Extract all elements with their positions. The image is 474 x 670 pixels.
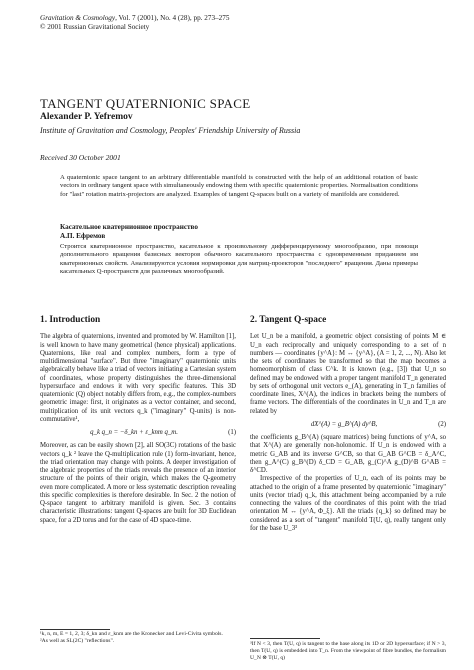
intro-paragraph-1: The algebra of quaternions, invented and promoted by W. Hamilton [1], is well known to have many geometrical (hence physical) applications. Quaternions, like real and complex numbers, form a type of multidimensional "surface". But three "imaginary" quaternionic units algebraically behave like a triad of vectors initiating a Cartesian system of coordinates, whose property distinguishes the three-dimensional hypersurface and endows it with very specific features. This 3D quaternionic (Q) object notably differs from, e.g., the complex-numbers geometric image: first, it originates as a vector container, and second, multiplication of its unit vectors q_k ("imaginary" Q-units) is non-commutative¹, (40, 333, 236, 423)
russian-title: Касательное кватернионное пространство (60, 223, 198, 231)
footnote-rule-right (250, 638, 320, 639)
journal-citation (40, 14, 229, 23)
abstract-english: A quaternionic space tangent to an arbitrary differentiable manifold is constructed with the help of an additional rotation of basic vectors in ordinary tangent space with simultaneously endowing them with specific quaternionic properties. Normalisation conditions for "last" rotation matrix-projectors are analyzed. Examples of tangent Q-spaces built on a variety of manifolds are considered. (60, 174, 418, 198)
right-column (250, 316, 446, 533)
abstract-russian: Строится кватернионное пространство, касательное к произвольному дифференцируемому многообразию, при помощи дополнительного вращения базисных векторов обычного касательного пространства с одновременным приданием им кватернионных свойств. Анализируются условия нормировки для матриц-проекторов "последнего" вращения. Даны примеры касательных Q-пространств для различных многообразий. (60, 243, 418, 275)
author-name: Alexander P. Yefremov (40, 112, 133, 122)
equation-2-number: (2) (438, 420, 446, 428)
footnote-rule-left (40, 629, 110, 630)
copyright-line: © 2001 Russian Gravitational Society (40, 23, 150, 31)
equation-1-body: q_k q_n = −δ_kn + ε_knm q_m. (90, 429, 178, 436)
footnote-3: ³If N < 3, then T(U, q) is tangent to the base along its 1D or 2D hypersurface; if N > 3, then T(U, q) is embedded into T_n. From the viewpoint of fibre bundles, the formalism U_N ⊗ T(U, q) (250, 641, 446, 661)
journal-header (40, 14, 229, 32)
tangent-paragraph-2: the coefficients g_B^(A) (square matrices) being functions of y^A, so that X^(A) are generally non-holonomic. If U_n is endowed with a metric G_AB and its inverse G^CB, so that G_AB G^CB = δ_A^C, then g_A^(C) g_B^(D) δ_CD = G_AB, g_(C)^A g_(D)^B G^AB = δ^CD. (250, 434, 446, 474)
paper-title: TANGENT QUATERNIONIC SPACE (40, 96, 251, 111)
russian-author: А.П. Ефремов (60, 231, 106, 240)
tangent-paragraph-1: Let U_n be a manifold, a geometric object consisting of points M ∈ U_n each reciprocally and uniquely corresponding to a set of n numbers — coordinates {y^A}: M ↔ {y^A}, (A = 1, 2, ..., N). Also let the sets of coordinates be transformed so that the map becomes a homeomorphism of class C^k. It is known (e.g., [3]) that U_n so defined may be endowed with a proper tangent manifold T_n generated by sets of orthogonal unit vectors e_(A), generating in T_n families of coordinate lines, X^(A), the indices in brackets being the numbers of frame vectors. The differentials of the coordinates in U_n and T_n are related by (250, 333, 446, 415)
footnote-2: ²As well as SL(2C) "reflections". (40, 638, 115, 644)
footnote-1: ¹k, n, m, E = 1, 2, 3; δ_kn and ε_knm are the Kronecker and Levi-Civita symbols. (40, 631, 223, 637)
equation-2-body: dX^(A) = g_B^(A) dy^B, (310, 420, 378, 428)
section-heading-tangent-q-space: 2. Tangent Q-space (250, 315, 327, 325)
author-affiliation: Institute of Gravitation and Cosmology, Peoples' Friendship University of Russia (40, 126, 301, 135)
equation-1-number: (1) (228, 429, 236, 436)
russian-title-block (60, 223, 198, 240)
citation-details: , Vol. 7 (2001), No. 4 (28), pp. 273–275 (115, 14, 230, 22)
received-date: Received 30 October 2001 (40, 153, 121, 162)
left-column (40, 316, 236, 525)
journal-name: Gravitation & Cosmology (40, 14, 116, 22)
footnotes-left (40, 631, 236, 645)
footnotes-right (250, 641, 446, 662)
equation-1 (40, 429, 236, 437)
tangent-paragraph-3: Irrespective of the properties of U_n, each of its points may be attached to the origin of a frame presented by quaternionic "imaginary" units (vector triad) q_k, this attachment being accompanied by a rule connecting the values of the coordinates of this point with the triad orientation M ↔ {y^A, Φ_ξ}. All the triads {q_k} so defined may be considered as a sort of "tangent" manifold T(U, q), really tangent only for the base U_3³ (250, 475, 446, 532)
section-heading-introduction: 1. Introduction (40, 315, 101, 325)
intro-paragraph-2: Moreover, as can be easily shown [2], all SO(3C) rotations of the basic vectors q_k ² leave the Q-multiplication rule (1) form-invariant, hence, the triad orientation may change with points. A deeper investigation of the algebraic properties of the triads reveals the presence of an interior structure of the points of their origin, which makes the Q-geometry even more complicated. A more or less systematic description revealing this specific complexities is therefore desirable. In Sec. 2 the notion of Q-space tangent to arbitrary manifold is given. Sec. 3 contains characteristic illustrations: tangent Q-spaces are built for 3D Euclidean space, for a 2D torus and for the case of 4D space-time. (40, 442, 236, 524)
equation-2 (250, 421, 446, 429)
